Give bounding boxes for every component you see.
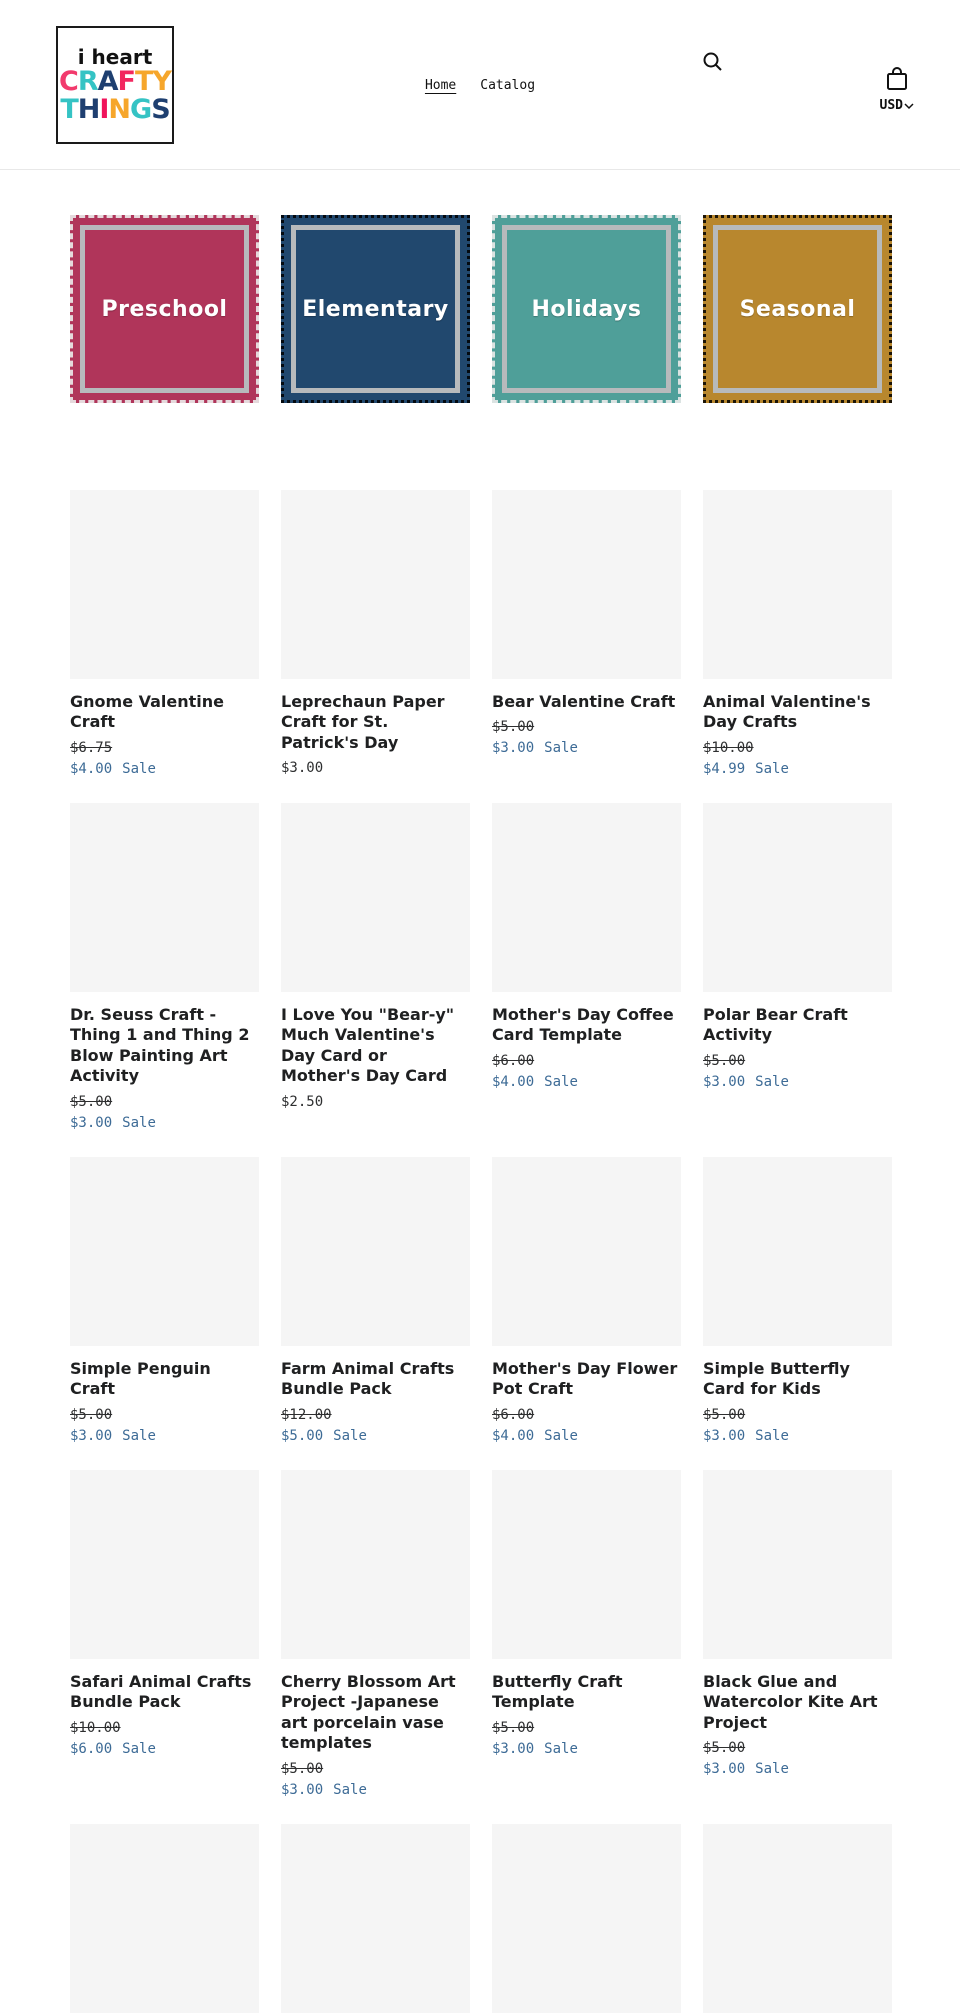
product-image[interactable] [492, 1157, 681, 1346]
product-image[interactable] [492, 1824, 681, 2013]
sale-badge: Sale [333, 1781, 367, 1798]
product-price: $3.00 [281, 760, 324, 777]
sale-price-line [70, 761, 259, 777]
logo-text-things [60, 96, 169, 124]
sale-price: $4.99 [703, 760, 746, 777]
sale-price-line [703, 1074, 892, 1090]
compare-at-price: $10.00 [70, 1719, 121, 1736]
product-title[interactable]: Gnome Valentine Craft [70, 692, 225, 732]
product-image[interactable] [703, 1824, 892, 2013]
product-title[interactable]: Animal Valentine's Day Crafts [703, 692, 871, 732]
sale-price-line [492, 740, 681, 756]
sale-price: $3.00 [492, 740, 535, 757]
sale-badge: Sale [122, 1114, 156, 1131]
sale-price-line [70, 1741, 259, 1757]
sale-price: $3.00 [492, 1740, 535, 1757]
product-title[interactable]: Bear Valentine Craft [492, 692, 676, 711]
product-card [70, 490, 259, 777]
tile-frame [291, 225, 460, 393]
site-header [0, 0, 960, 170]
product-price: $2.50 [281, 1093, 324, 1110]
product-card [703, 803, 892, 1090]
sale-price-line [281, 1782, 470, 1798]
sale-price: $6.00 [70, 1740, 113, 1757]
sale-price-line [492, 1741, 681, 1757]
tile-frame [713, 225, 882, 393]
compare-at-price: $5.00 [492, 719, 535, 736]
compare-at-price: $12.00 [281, 1406, 332, 1423]
product-title[interactable]: Safari Animal Crafts Bundle Pack [70, 1671, 252, 1712]
sale-price-line [70, 1115, 259, 1131]
product-title[interactable]: Dr. Seuss Craft - Thing 1 and Thing 2 Blow Painting Art Activity [70, 1004, 250, 1086]
sale-price: $3.00 [281, 1781, 324, 1798]
product-card [703, 1470, 892, 1777]
product-card [281, 803, 470, 1110]
logo-letter: N [108, 94, 131, 125]
tile-label: Seasonal [739, 296, 856, 322]
product-title[interactable]: I Love You "Bear-y" Much Valentine's Day Card or Mother's Day Card [281, 1004, 455, 1086]
logo-letter: S [151, 94, 170, 125]
collection-tile-holidays[interactable] [492, 215, 681, 403]
header-right [880, 66, 914, 113]
sale-price: $3.00 [70, 1427, 113, 1444]
product-image[interactable] [703, 803, 892, 992]
product-image[interactable] [703, 490, 892, 679]
logo-letter: G [130, 94, 152, 125]
product-image[interactable] [281, 490, 470, 679]
product-image[interactable] [492, 1470, 681, 1659]
sale-price-line [70, 1428, 259, 1444]
tile-label: Elementary [302, 296, 449, 322]
product-card [703, 490, 892, 777]
collection-tile-seasonal[interactable] [703, 215, 892, 403]
sale-price: $4.00 [70, 760, 113, 777]
product-card [70, 1157, 259, 1444]
product-card [492, 490, 681, 756]
compare-at-price: $6.00 [492, 1052, 535, 1069]
tile-label: Preschool [101, 296, 228, 322]
sale-badge: Sale [333, 1427, 367, 1444]
product-image[interactable] [281, 1824, 470, 2013]
sale-badge: Sale [755, 1073, 789, 1090]
product-image[interactable] [703, 1470, 892, 1659]
product-card [70, 1470, 259, 1757]
product-card [281, 490, 470, 776]
product-title[interactable]: Cherry Blossom Art Project -Japanese art porcelain vase templates [281, 1671, 456, 1753]
product-title[interactable]: Mother's Day Coffee Card Template [492, 1004, 674, 1045]
sale-price-line [492, 1428, 681, 1444]
sale-badge: Sale [122, 1740, 156, 1757]
sale-badge: Sale [544, 1427, 578, 1444]
logo-letter: R [77, 65, 98, 97]
sale-price: $4.00 [492, 1073, 535, 1090]
compare-at-price: $5.00 [703, 1740, 746, 1757]
sale-price: $3.00 [703, 1761, 746, 1778]
compare-at-price: $5.00 [703, 1406, 746, 1423]
product-title[interactable]: Black Glue and Watercolor Kite Art Project [703, 1671, 878, 1732]
nav-item-home[interactable]: Home [424, 78, 457, 93]
collection-tile-elementary[interactable] [281, 215, 470, 403]
logo-letter: T [60, 94, 78, 125]
sale-badge: Sale [755, 760, 789, 777]
compare-at-price: $5.00 [70, 1406, 113, 1423]
product-title[interactable]: Simple Butterfly Card for Kids [703, 1358, 850, 1399]
product-grid [70, 490, 892, 2013]
main-nav [0, 78, 960, 93]
tile-frame [80, 225, 249, 393]
product-image[interactable] [492, 490, 681, 679]
product-card [281, 1470, 470, 1798]
tile-frame [502, 225, 671, 393]
product-image[interactable] [281, 1157, 470, 1346]
product-title[interactable]: Polar Bear Craft Activity [703, 1004, 848, 1045]
compare-at-price: $5.00 [492, 1719, 535, 1736]
sale-price: $3.00 [70, 1114, 113, 1131]
logo-letter: I [99, 94, 109, 125]
sale-price-line [492, 1074, 681, 1090]
product-title[interactable]: Butterfly Craft Template [492, 1671, 623, 1712]
logo-letter: H [77, 94, 100, 125]
product-image[interactable] [70, 490, 259, 679]
product-image[interactable] [70, 1157, 259, 1346]
currency-label: USD [879, 98, 903, 113]
chevron-down-icon [904, 102, 914, 110]
product-title[interactable]: Simple Penguin Craft [70, 1358, 211, 1399]
product-card [281, 1824, 470, 2013]
logo-text-i-heart: i heart [77, 44, 153, 69]
sale-price-line [703, 1761, 892, 1777]
sale-badge: Sale [122, 1427, 156, 1444]
compare-at-price: $6.00 [492, 1406, 535, 1423]
product-title[interactable]: Leprechaun Paper Craft for St. Patrick's Day [281, 692, 445, 752]
sale-badge: Sale [755, 1761, 789, 1778]
sale-price-line [703, 761, 892, 777]
product-title[interactable]: Farm Animal Crafts Bundle Pack [281, 1358, 455, 1399]
logo-letter: C [59, 65, 78, 97]
product-image[interactable] [281, 803, 470, 992]
sale-price: $3.00 [703, 1073, 746, 1090]
sale-price: $3.00 [703, 1427, 746, 1444]
search-icon[interactable] [700, 50, 726, 76]
collection-tile-preschool[interactable] [70, 215, 259, 403]
sale-price: $5.00 [281, 1427, 324, 1444]
compare-at-price: $6.75 [70, 739, 113, 756]
currency-selector[interactable] [880, 98, 914, 113]
product-image[interactable] [703, 1157, 892, 1346]
logo-letter: A [97, 65, 118, 97]
product-card [70, 1824, 259, 2013]
nav-item-catalog[interactable]: Catalog [480, 78, 536, 93]
logo-letter: Y [152, 65, 171, 97]
cart-icon[interactable] [884, 66, 910, 94]
product-card [492, 1157, 681, 1444]
product-card [281, 1157, 470, 1444]
product-card [492, 1470, 681, 1757]
main-content [0, 215, 960, 2013]
product-card [703, 1824, 892, 2013]
compare-at-price: $10.00 [703, 739, 754, 756]
compare-at-price: $5.00 [70, 1093, 113, 1110]
tile-label: Holidays [531, 296, 642, 322]
sale-badge: Sale [122, 760, 156, 777]
product-card [703, 1157, 892, 1444]
product-card [492, 803, 681, 1090]
sale-price: $4.00 [492, 1427, 535, 1444]
logo-letter: F [117, 65, 135, 97]
sale-badge: Sale [544, 1073, 578, 1090]
sale-price-line [703, 1428, 892, 1444]
product-title[interactable]: Mother's Day Flower Pot Craft [492, 1358, 678, 1399]
sale-badge: Sale [755, 1427, 789, 1444]
compare-at-price: $5.00 [281, 1760, 324, 1777]
product-card [70, 803, 259, 1131]
sale-badge: Sale [544, 740, 578, 757]
product-image[interactable] [70, 1470, 259, 1659]
product-image[interactable] [492, 803, 681, 992]
compare-at-price: $5.00 [703, 1052, 746, 1069]
product-image[interactable] [70, 1824, 259, 2013]
product-card [492, 1824, 681, 2013]
product-image[interactable] [70, 803, 259, 992]
sale-price-line [281, 1428, 470, 1444]
sale-badge: Sale [544, 1740, 578, 1757]
logo-letter: T [135, 65, 153, 97]
collection-tiles [70, 215, 892, 403]
product-image[interactable] [281, 1470, 470, 1659]
